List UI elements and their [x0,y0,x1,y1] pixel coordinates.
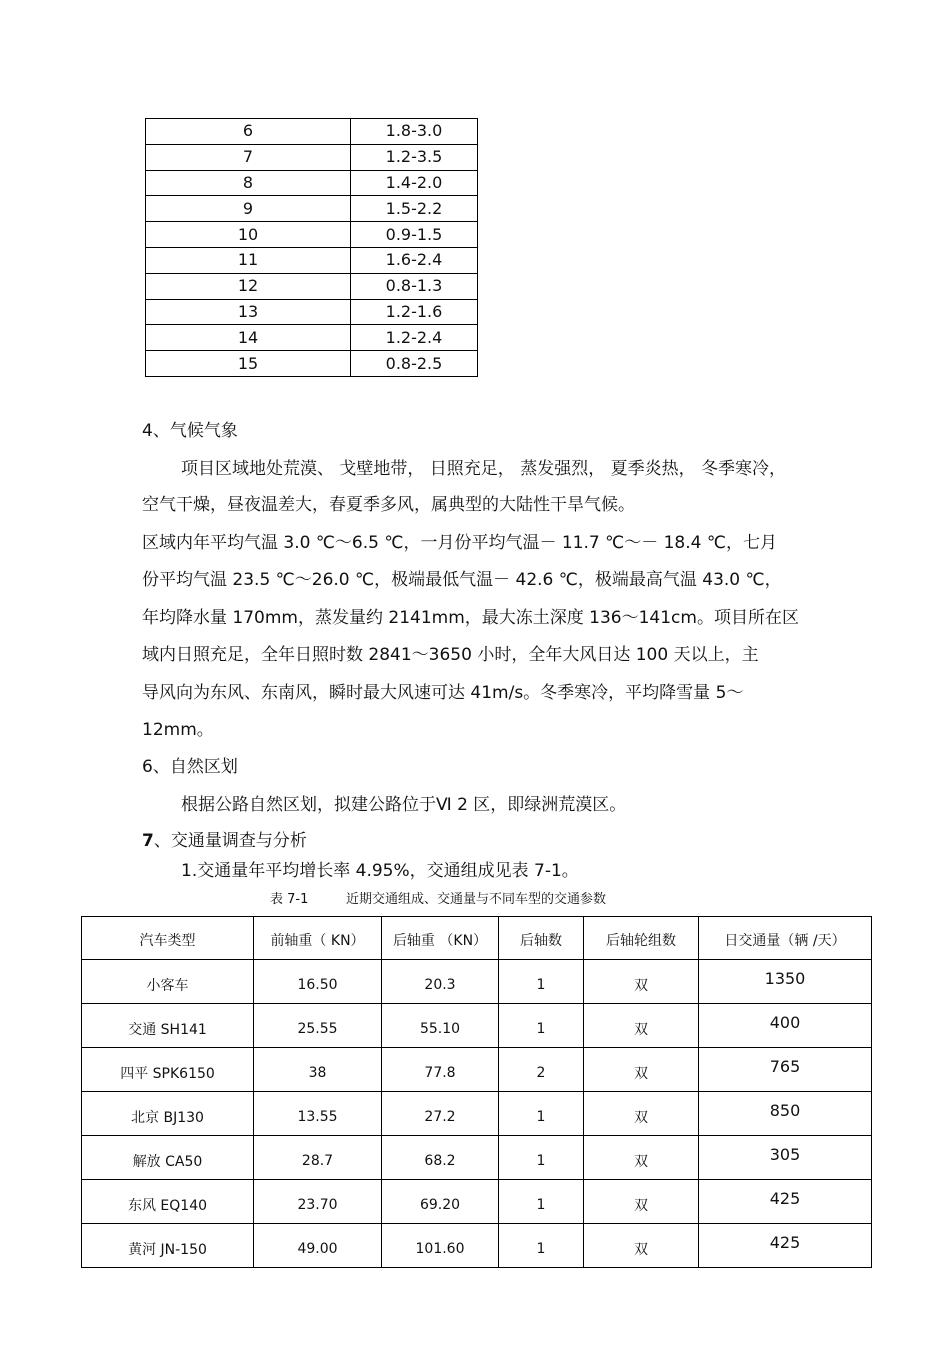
frost-depth-table-body [146,119,478,377]
cell-front-axle: 28.7 [254,1136,382,1180]
header-front-axle: 前轴重（ KN） [254,917,382,960]
header-wheel-groups: 后轴轮组数 [584,917,699,960]
table-cell-number: 6 [146,119,351,145]
table-cell-value: 0.8-2.5 [351,351,478,377]
cell-rear-axle-count: 1 [499,1092,584,1136]
cell-vehicle-type: 小客车 [82,960,254,1004]
cell-rear-axle-count: 1 [499,1004,584,1048]
cell-front-axle: 49.00 [254,1224,382,1268]
cell-front-axle: 38 [254,1048,382,1092]
cell-rear-axle: 69.20 [382,1180,499,1224]
cell-wheel-groups: 双 [584,1136,699,1180]
table-row [146,247,478,273]
table-row [146,222,478,248]
table-row [146,196,478,222]
table-cell-number: 10 [146,222,351,248]
traffic-table-header-row [82,917,872,960]
cell-front-axle: 13.55 [254,1092,382,1136]
table-cell-value: 1.2-1.6 [351,299,478,325]
cell-wheel-groups: 双 [584,1224,699,1268]
cell-rear-axle: 27.2 [382,1092,499,1136]
climate-para2-line6: 12mm。 [142,720,214,740]
table-cell-number: 9 [146,196,351,222]
table-cell-value: 0.9-1.5 [351,222,478,248]
header-daily-traffic: 日交通量（辆 /天） [699,917,872,960]
table71-caption-number: 表 7-1 [270,892,309,907]
cell-vehicle-type: 黄河 JN-150 [82,1224,254,1268]
table-cell-number: 11 [146,247,351,273]
climate-para1-line1: 项目区域地处荒漠、 戈壁地带， 日照充足， 蒸发强烈， 夏季炎热， 冬季寒冷， [181,459,787,479]
table-row [82,1048,872,1092]
cell-front-axle: 25.55 [254,1004,382,1048]
cell-front-axle: 23.70 [254,1180,382,1224]
cell-wheel-groups: 双 [584,1180,699,1224]
table-cell-number: 12 [146,273,351,299]
frost-depth-table [145,118,478,377]
cell-rear-axle: 77.8 [382,1048,499,1092]
table-row [146,351,478,377]
table-row [82,1180,872,1224]
table-row [82,1224,872,1268]
traffic-table-body [82,960,872,1268]
table-row [82,1092,872,1136]
table-cell-number: 8 [146,170,351,196]
table-row [146,170,478,196]
cell-vehicle-type: 东风 EQ140 [82,1180,254,1224]
cell-rear-axle: 101.60 [382,1224,499,1268]
table71-caption-title: 近期交通组成、交通量与不同车型的交通参数 [346,892,607,907]
cell-daily-traffic: 305 [699,1136,872,1180]
climate-para2-line3: 年均降水量 170mm，蒸发量约 2141mm，最大冻土深度 136～141cm。项目所在区 [142,608,799,628]
section7-heading-text: 、交通量调查与分析 [153,831,307,851]
table-cell-number: 13 [146,299,351,325]
climate-para2-line4: 域内日照充足，全年日照时数 2841～3650 小时，全年大风日达 100 天以上，主 [142,645,759,665]
cell-wheel-groups: 双 [584,1048,699,1092]
cell-rear-axle-count: 2 [499,1048,584,1092]
climate-para2-line5: 导风向为东风、东南风，瞬时最大风速可达 41m/s。冬季寒冷，平均降雪量 5～ [142,683,744,703]
table-cell-value: 0.8-1.3 [351,273,478,299]
table-cell-value: 1.8-3.0 [351,119,478,145]
table-row [146,119,478,145]
cell-rear-axle: 20.3 [382,960,499,1004]
section7-heading-number: 7 [142,831,154,851]
table-row [146,273,478,299]
cell-vehicle-type: 解放 CA50 [82,1136,254,1180]
table-row [146,325,478,351]
section6-heading: 6、自然区划 [142,757,238,777]
table-row [82,1136,872,1180]
cell-rear-axle-count: 1 [499,1136,584,1180]
table-row [82,960,872,1004]
table-row [146,299,478,325]
header-rear-axle: 后轴重 （KN） [382,917,499,960]
cell-wheel-groups: 双 [584,1092,699,1136]
table-cell-value: 1.5-2.2 [351,196,478,222]
header-rear-axle-count: 后轴数 [499,917,584,960]
cell-vehicle-type: 北京 BJ130 [82,1092,254,1136]
table-cell-number: 15 [146,351,351,377]
climate-para1-line2: 空气干燥，昼夜温差大，春夏季多风，属典型的大陆性干旱气候。 [142,495,635,515]
cell-wheel-groups: 双 [584,960,699,1004]
section4-heading: 4、气候气象 [142,421,238,441]
table-cell-value: 1.2-2.4 [351,325,478,351]
cell-daily-traffic: 425 [699,1180,872,1224]
cell-rear-axle-count: 1 [499,1180,584,1224]
section7-subline: 1.交通量年平均增长率 4.95%，交通组成见表 7-1。 [181,861,579,881]
section6-text: 根据公路自然区划，拟建公路位于Ⅵ 2 区，即绿洲荒漠区。 [181,795,627,815]
cell-daily-traffic: 765 [699,1048,872,1092]
cell-daily-traffic: 425 [699,1224,872,1268]
table-row [146,144,478,170]
cell-daily-traffic: 1350 [699,960,872,1004]
table-cell-value: 1.2-3.5 [351,144,478,170]
header-vehicle-type: 汽车类型 [82,917,254,960]
table-cell-number: 14 [146,325,351,351]
cell-rear-axle-count: 1 [499,960,584,1004]
table-row [82,1004,872,1048]
cell-daily-traffic: 850 [699,1092,872,1136]
section7-heading [142,831,307,851]
table-cell-value: 1.6-2.4 [351,247,478,273]
cell-front-axle: 16.50 [254,960,382,1004]
climate-para2-line2: 份平均气温 23.5 ℃～26.0 ℃，极端最低气温－ 42.6 ℃，极端最高气温 43.0 ℃， [142,570,782,590]
cell-vehicle-type: 交通 SH141 [82,1004,254,1048]
cell-vehicle-type: 四平 SPK6150 [82,1048,254,1092]
cell-daily-traffic: 400 [699,1004,872,1048]
table-cell-value: 1.4-2.0 [351,170,478,196]
cell-rear-axle: 68.2 [382,1136,499,1180]
traffic-table [81,916,872,1268]
cell-rear-axle-count: 1 [499,1224,584,1268]
cell-rear-axle: 55.10 [382,1004,499,1048]
table-cell-number: 7 [146,144,351,170]
climate-para2-line1: 区域内年平均气温 3.0 ℃～6.5 ℃，一月份平均气温－ 11.7 ℃～－ 18.4 ℃，七月 [142,533,777,553]
cell-wheel-groups: 双 [584,1004,699,1048]
